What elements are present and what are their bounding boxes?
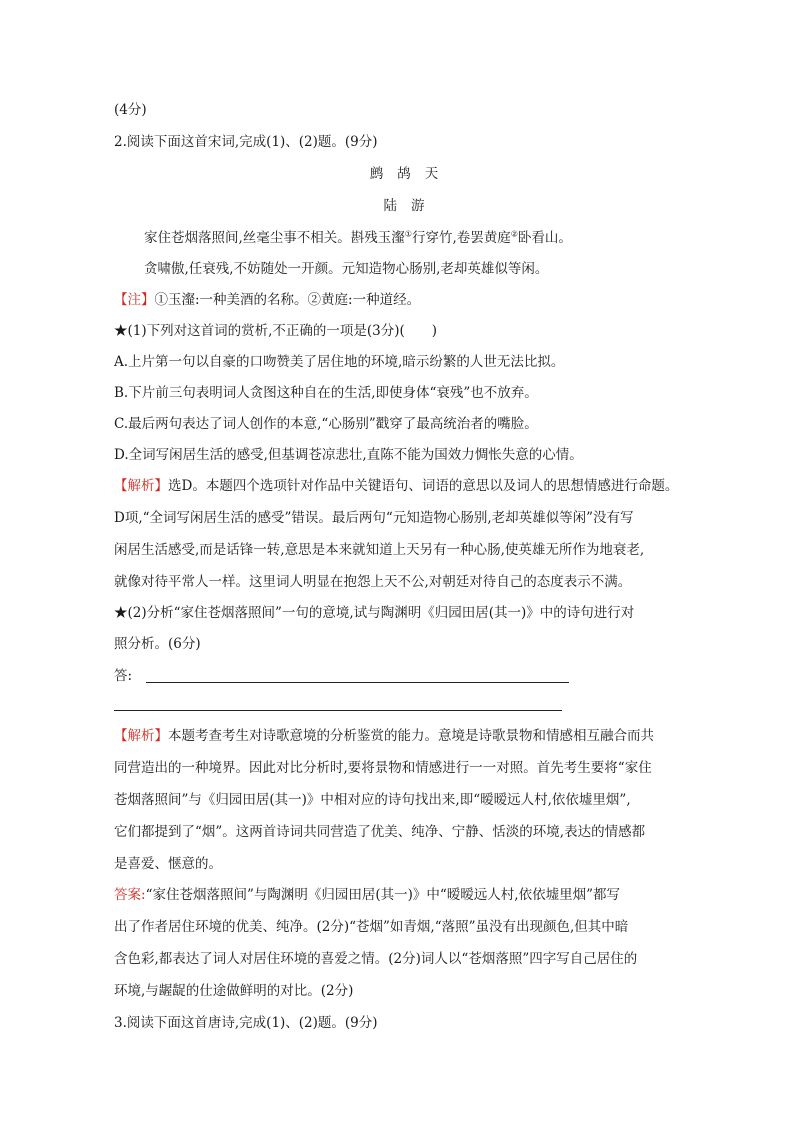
answer-key-line-1: [114, 886, 620, 904]
analysis-2-line-4: 它们都提到了“烟”。这两首诗词共同营造了优美、纯净、宁静、恬淡的环境,表达的情感都: [114, 824, 646, 840]
answer-label: 答:: [114, 668, 133, 684]
answer-key-line-2: 出了作者居住环境的优美、纯净。(2分)“苍烟”如青烟,“落照”虽没有出现颜色,但其中暗: [114, 919, 629, 935]
footnote-mark-2: ②: [510, 229, 518, 239]
analysis-2-line-5: 是喜爱、惬意的。: [114, 856, 222, 872]
answer-blank-line-1[interactable]: [146, 682, 569, 683]
annotation-note: [114, 291, 420, 309]
analysis-2-line-2: 同营造出的一种境界。因此对比分析时,要将景物和情感进行一一对照。首先考生要将“家住: [114, 760, 652, 776]
analysis-tag: 【解析】: [114, 478, 168, 494]
analysis-1-line-1: [114, 477, 678, 495]
answer-key-line-4: 环境,与龌龊的仕途做鲜明的对比。(2分): [114, 983, 354, 999]
poem-line-2: 贪啸傲,任衰残,不妨随处一开颜。元知造物心肠别,老却英雄似等闲。: [144, 261, 549, 277]
analysis-2-text: 本题考查考生对诗歌意境的分析鉴赏的能力。意境是诗歌景物和情感相互融合而共: [168, 728, 654, 744]
answer-key-tag: 答案:: [114, 887, 146, 903]
note-tag: 【注】: [114, 292, 155, 308]
option-c: C.最后两句表达了词人创作的本意,“心肠别”戳穿了最高统治者的嘴脸。: [114, 416, 538, 432]
note-text: ①玉瀣:一种美酒的名称。②黄庭:一种道经。: [154, 292, 421, 308]
question-2-prompt: 2.阅读下面这首宋词,完成(1)、(2)题。(9分): [114, 134, 378, 150]
score-note: (4分): [114, 102, 147, 118]
analysis-1-line-3: 闲居生活感受,而是话锋一转,意思是本来就知道上天另有一种心肠,使英雄无所作为地衰老,: [114, 542, 645, 558]
poem-title: 鹧鸪天: [369, 166, 453, 182]
option-d: D.全词写闲居生活的感受,但基调苍凉悲壮,直陈不能为国效力惆怅失意的心情。: [114, 447, 583, 463]
answer-blank-line-2[interactable]: [114, 710, 562, 711]
question-2-stem-line-1: ★(2)分析“家住苍烟落照间”一句的意境,试与陶渊明《归园田居(其一)》中的诗句进行对: [114, 605, 635, 621]
footnote-mark-1: ①: [404, 229, 412, 239]
option-a: A.上片第一句以自豪的口吻赞美了居住地的环境,暗示纷繁的人世无法比拟。: [114, 354, 565, 370]
poem-line-1-part-a: 家住苍烟落照间,丝毫尘事不相关。斟残玉瀣: [144, 230, 405, 246]
analysis-1-line-4: 就像对待平常人一样。这里词人明显在抱怨上天不公,对朝廷对待自己的态度表示不满。: [114, 574, 632, 590]
poem-line-1: [144, 229, 572, 247]
question-2-stem-line-2: 照分析。(6分): [114, 636, 201, 652]
question-1-stem: ★(1)下列对这首词的赏析,不正确的一项是(3分)( ): [114, 323, 438, 339]
analysis-2-tag: 【解析】: [114, 728, 168, 744]
poem-author: 陆游: [383, 198, 439, 214]
answer-key-text: “家住苍烟落照间”与陶渊明《归园田居(其一)》中“暧暧远人村,依依墟里烟”都写: [145, 887, 620, 903]
analysis-2-line-3: 苍烟落照间”与《归园田居(其一)》中相对应的诗句找出来,即“暧暧远人村,依依墟里烟”,: [114, 792, 631, 808]
option-b: B.下片前三句表明词人贪图这种自在的生活,即使身体“衰残”也不放弃。: [114, 385, 538, 401]
poem-line-1-part-c: 卧看山。: [517, 230, 572, 246]
analysis-1-text: 选D。本题四个选项针对作品中关键语句、词语的意思以及词人的思想情感进行命题。: [168, 478, 679, 494]
answer-key-line-3: 含色彩,都表达了词人对居住环境的喜爱之情。(2分)词人以“苍烟落照”四字写自己居住的: [114, 951, 638, 967]
poem-line-1-part-b: 行穿竹,卷罢黄庭: [411, 230, 511, 246]
analysis-1-line-2: D项,“全词写闲居生活的感受”错误。最后两句“元知造物心肠别,老却英雄似等闲”没有写: [114, 510, 634, 526]
analysis-2-line-1: [114, 727, 654, 745]
question-3-prompt: 3.阅读下面这首唐诗,完成(1)、(2)题。(9分): [114, 1015, 378, 1031]
